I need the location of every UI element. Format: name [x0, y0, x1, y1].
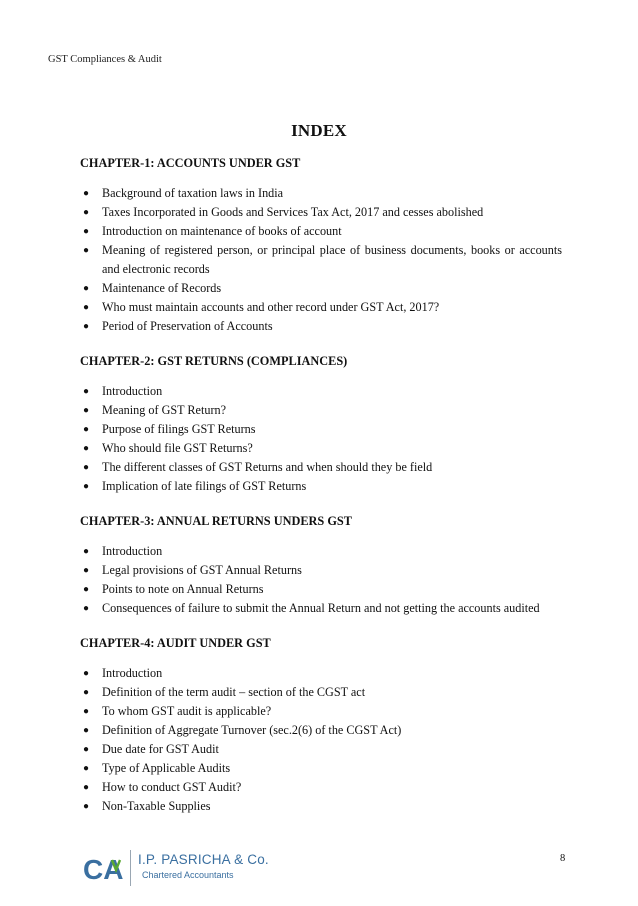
topic-text: Due date for GST Audit: [102, 742, 219, 756]
bullet-icon: ●: [83, 706, 90, 717]
bullet-icon: ●: [83, 687, 90, 698]
chapter-title: CHAPTER-2: GST RETURNS (COMPLIANCES): [80, 354, 348, 368]
topic-item: [80, 561, 562, 580]
bullet-icon: ●: [83, 763, 90, 774]
ca-logo-icon: [82, 850, 126, 886]
topic-list: [80, 184, 562, 336]
topic-text: Definition of Aggregate Turnover (sec.2(6) of the CGST Act): [102, 723, 402, 737]
topic-item: [80, 382, 562, 401]
chapter-section: [80, 155, 562, 336]
topic-item: [80, 797, 562, 816]
topic-item: [80, 439, 562, 458]
bullet-icon: ●: [83, 283, 90, 294]
topic-item: [80, 778, 562, 797]
bullet-icon: ●: [83, 302, 90, 313]
bullet-icon: ●: [83, 725, 90, 736]
chapter-title: CHAPTER-4: AUDIT UNDER GST: [80, 636, 271, 650]
topic-item: [80, 401, 562, 420]
bullet-icon: ●: [83, 782, 90, 793]
topic-item: [80, 458, 562, 477]
running-header: GST Compliances & Audit: [48, 54, 162, 65]
topic-text: Introduction: [102, 384, 163, 398]
topic-item: [80, 317, 562, 336]
topic-text: Introduction on maintenance of books of account: [102, 224, 342, 238]
topic-text: Meaning of registered person, or principal place of business documents, books or accounts and electronic records: [102, 243, 562, 276]
chapter-section: [80, 635, 562, 816]
bullet-icon: ●: [83, 443, 90, 454]
bullet-icon: ●: [83, 603, 90, 614]
topic-item: [80, 683, 562, 702]
page-number: 8: [560, 853, 566, 864]
logo-divider: [130, 850, 131, 886]
bullet-icon: ●: [83, 188, 90, 199]
topic-text: The different classes of GST Returns and when should they be field: [102, 460, 433, 474]
topic-text: Meaning of GST Return?: [102, 403, 226, 417]
bullet-icon: ●: [83, 584, 90, 595]
bullet-icon: ●: [83, 565, 90, 576]
firm-name: I.P. PASRICHA & Co.: [138, 852, 269, 867]
index-content: [80, 155, 562, 833]
topic-item: [80, 664, 562, 683]
bullet-icon: ●: [83, 386, 90, 397]
topic-text: Consequences of failure to submit the Annual Return and not getting the accounts audited: [102, 601, 540, 615]
topic-text: Background of taxation laws in India: [102, 186, 284, 200]
chapter-section: [80, 353, 562, 496]
bullet-icon: ●: [83, 321, 90, 332]
bullet-icon: ●: [83, 801, 90, 812]
topic-item: [80, 580, 562, 599]
topic-text: Who must maintain accounts and other record under GST Act, 2017?: [102, 300, 440, 314]
chapter-section: [80, 513, 562, 618]
topic-item: [80, 184, 562, 203]
chapter-title: CHAPTER-1: ACCOUNTS UNDER GST: [80, 156, 301, 170]
topic-text: Legal provisions of GST Annual Returns: [102, 563, 302, 577]
bullet-icon: ●: [83, 405, 90, 416]
bullet-icon: ●: [83, 424, 90, 435]
topic-text: Type of Applicable Audits: [102, 761, 231, 775]
bullet-icon: ●: [83, 226, 90, 237]
topic-list: [80, 664, 562, 816]
topic-text: Who should file GST Returns?: [102, 441, 253, 455]
topic-text: Purpose of filings GST Returns: [102, 422, 256, 436]
topic-item: [80, 702, 562, 721]
topic-item: [80, 477, 562, 496]
firm-subtitle: Chartered Accountants: [142, 870, 234, 880]
topic-text: Non-Taxable Supplies: [102, 799, 211, 813]
topic-item: [80, 599, 562, 618]
topic-item: [80, 721, 562, 740]
topic-text: Taxes Incorporated in Goods and Services Tax Act, 2017 and cesses abolished: [102, 205, 484, 219]
index-title: INDEX: [291, 121, 347, 140]
topic-list: [80, 542, 562, 618]
bullet-icon: ●: [83, 546, 90, 557]
topic-list: [80, 382, 562, 496]
topic-text: Definition of the term audit – section of the CGST act: [102, 685, 366, 699]
topic-text: Implication of late filings of GST Returns: [102, 479, 307, 493]
topic-item: [80, 542, 562, 561]
topic-text: Introduction: [102, 666, 163, 680]
bullet-icon: ●: [83, 481, 90, 492]
chapter-title: CHAPTER-3: ANNUAL RETURNS UNDERS GST: [80, 514, 352, 528]
topic-item: [80, 222, 562, 241]
bullet-icon: ●: [83, 744, 90, 755]
topic-text: Maintenance of Records: [102, 281, 222, 295]
topic-item: [80, 740, 562, 759]
bullet-icon: ●: [83, 668, 90, 679]
topic-item: [80, 279, 562, 298]
topic-text: To whom GST audit is applicable?: [102, 704, 272, 718]
topic-item: [80, 420, 562, 439]
topic-text: How to conduct GST Audit?: [102, 780, 242, 794]
topic-item: [80, 759, 562, 778]
firm-logo: [82, 846, 282, 890]
topic-item: [80, 241, 562, 279]
topic-item: [80, 203, 562, 222]
topic-item: [80, 298, 562, 317]
topic-text: Period of Preservation of Accounts: [102, 319, 273, 333]
bullet-icon: ●: [83, 462, 90, 473]
topic-text: Introduction: [102, 544, 163, 558]
ca-logo-text: CA: [83, 854, 124, 885]
bullet-icon: ●: [83, 207, 90, 218]
topic-text: Points to note on Annual Returns: [102, 582, 264, 596]
bullet-icon: ●: [83, 245, 90, 256]
